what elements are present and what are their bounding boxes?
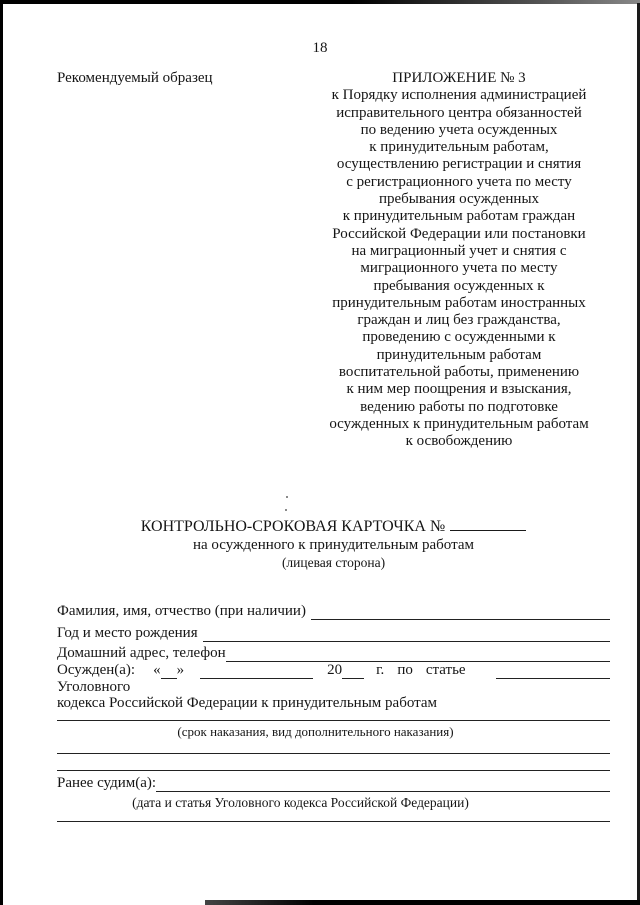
scan-border-top: [0, 0, 640, 4]
appendix-line: к освобождению: [405, 433, 513, 450]
year-century: 20: [327, 662, 343, 678]
appendix-line: осужденных к принудительным работам: [329, 415, 589, 432]
term-caption: (срок наказания, вид дополнительного наказания): [177, 724, 454, 739]
month-field-blank: [200, 675, 313, 679]
appendix-line: с регистрационного учета по месту: [346, 173, 572, 190]
name-field-blank: [311, 616, 610, 620]
year-field-blank: [342, 675, 364, 679]
extra-field-blank-1: [57, 750, 610, 754]
criminal-code-text-2: кодекса Российской Федерации к принудительным работам: [57, 695, 438, 711]
criminal-code-line-1: [57, 679, 610, 695]
appendix-line: пребывания осужденных: [378, 191, 540, 208]
appendix-line: миграционного учета по месту: [360, 260, 558, 277]
card-subtitle: на осужденного к принудительным работам: [192, 537, 474, 553]
appendix-line: на миграционный учет и снятия с: [351, 242, 567, 259]
year-abbr: г.: [376, 662, 385, 678]
appendix-line: пребывания осужденных к: [373, 277, 545, 294]
address-field-blank: [226, 658, 610, 662]
form-fields-block: [57, 598, 610, 822]
appendix-line: граждан и лиц без гражданства,: [357, 312, 561, 329]
appendix-line: к принудительным работам,: [369, 139, 549, 156]
scan-artifact-dot: [286, 496, 288, 498]
appendix-line: Российской Федерации или постановки: [332, 225, 586, 242]
card-side-note: (лицевая сторона): [281, 555, 386, 570]
prior-conviction-caption: (дата и статья Уголовного кодекса Российской Федерации): [132, 795, 469, 810]
birth-field-blank: [203, 638, 610, 642]
appendix-line: к принудительным работам граждан: [342, 208, 576, 225]
appendix-line: осуществлению регистрации и снятия: [336, 156, 582, 173]
article-word: статье: [425, 662, 466, 678]
card-title: КОНТРОЛЬНО-СРОКОВАЯ КАРТОЧКА №: [140, 518, 446, 535]
scan-artifact-dot: [285, 509, 287, 511]
criminal-code-text-1: Уголовного: [57, 679, 131, 695]
term-blank-row: [57, 711, 610, 721]
appendix-line: воспитательной работы, применению: [338, 364, 580, 381]
extra-blank-row-1: [57, 742, 610, 754]
convicted-row: [57, 662, 610, 679]
final-blank-row: [57, 812, 610, 822]
address-row: [57, 642, 610, 662]
term-field-blank: [57, 717, 610, 721]
extra-blank-row-2: [57, 754, 610, 771]
name-label: Фамилия, имя, отчество (при наличии): [57, 603, 306, 619]
day-field-blank: [161, 675, 177, 679]
card-number-blank: [450, 516, 526, 531]
appendix-line: принудительным работам: [376, 346, 542, 363]
day-close-quote: »: [176, 662, 185, 678]
address-label: Домашний адрес, телефон: [57, 645, 226, 661]
day-open-quote: «: [153, 662, 161, 678]
card-title-block: [57, 516, 610, 572]
by-word: по: [397, 662, 413, 678]
recommended-sample-label: Рекомендуемый образец: [57, 70, 213, 86]
birth-row: [57, 620, 610, 642]
prior-conviction-blank: [156, 788, 610, 792]
card-title-line: [57, 516, 610, 537]
convicted-label: Осужден(а):: [57, 662, 136, 678]
page-number: 18: [312, 40, 328, 56]
appendix-line: проведению с осужденными к: [362, 329, 556, 346]
final-field-blank: [57, 818, 610, 822]
article-field-blank: [496, 675, 610, 679]
appendix-title: ПРИЛОЖЕНИЕ № 3: [392, 70, 526, 86]
appendix-line: ведению работы по подготовке: [360, 398, 558, 415]
scan-border-bottom: [205, 900, 640, 905]
criminal-code-line-2: [57, 695, 610, 711]
birth-label: Год и место рождения: [57, 625, 198, 641]
prior-conviction-label: Ранее судим(а):: [57, 775, 157, 791]
appendix-line: к ним мер поощрения и взыскания,: [346, 381, 572, 398]
appendix-line: исправительного центра обязанностей: [336, 104, 582, 121]
appendix-line: по ведению учета осужденных: [360, 121, 558, 138]
name-row: [57, 598, 610, 620]
prior-conviction-row: [57, 771, 610, 792]
extra-field-blank-2: [57, 767, 610, 771]
appendix-line: к Порядку исполнения администрацией: [331, 87, 587, 104]
scan-border-left: [0, 0, 3, 905]
appendix-line: принудительным работам иностранных: [332, 294, 586, 311]
appendix-heading-block: [306, 70, 612, 451]
